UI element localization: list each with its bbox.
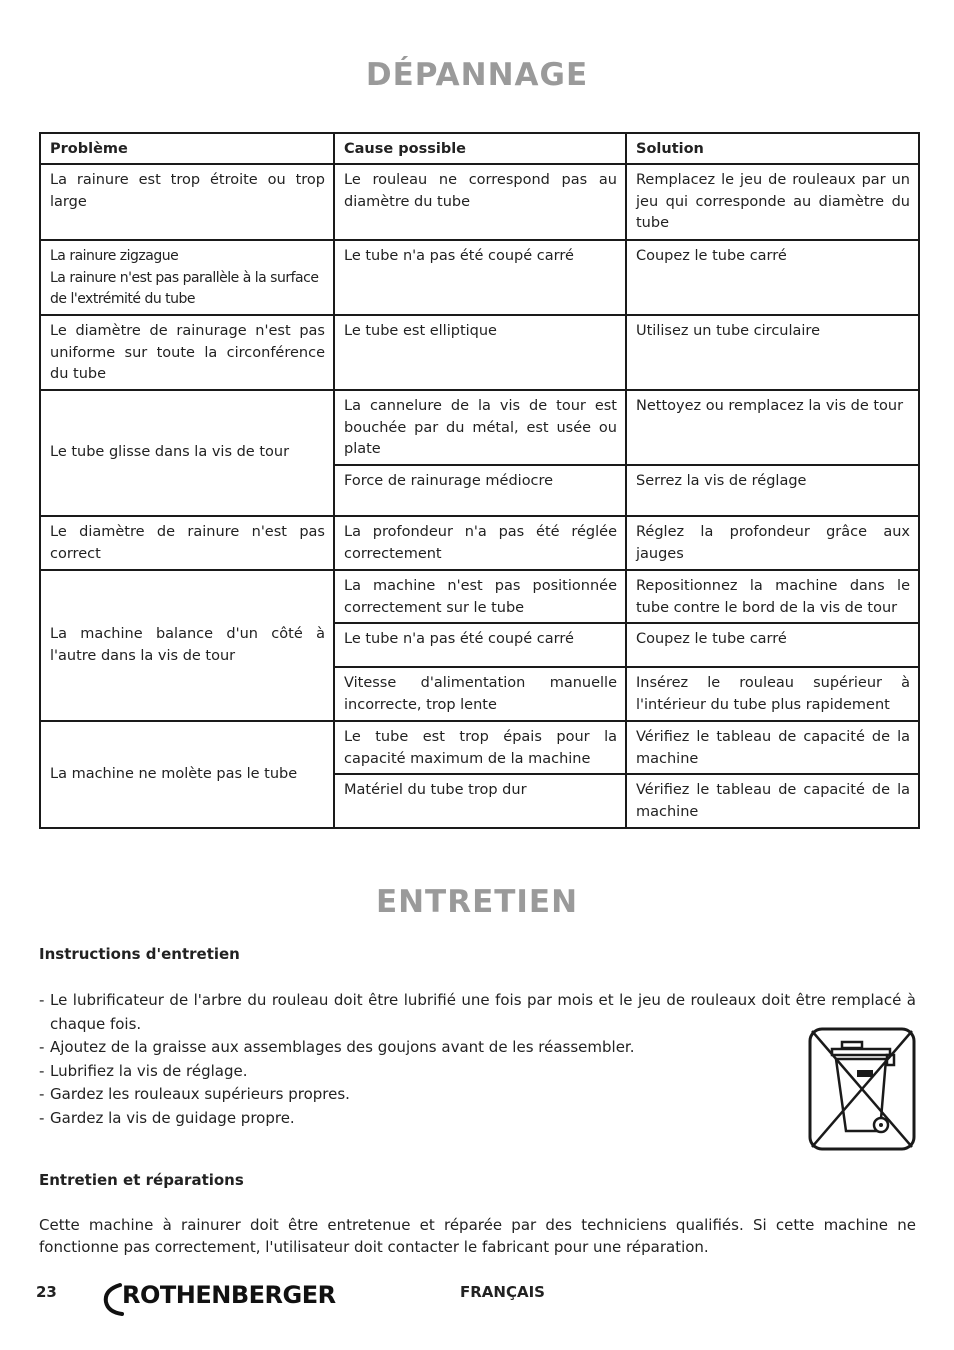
table-row [40, 240, 919, 315]
list-item-text: Lubrifiez la vis de réglage. [50, 1061, 248, 1080]
solution-cell: Réglez la profondeur grâce aux jauges [626, 516, 919, 570]
cause-cell: La machine n'est pas positionnée correctement sur le tube [334, 570, 626, 623]
list-item: - Lubrifiez la vis de réglage. [39, 1061, 248, 1080]
cause-cell: Le tube n'a pas été coupé carré [334, 240, 626, 315]
header-problem: Problème [40, 133, 334, 164]
cause-cell: La profondeur n'a pas été réglée correctement [334, 516, 626, 570]
cause-cell: Le tube n'a pas été coupé carré [334, 623, 626, 667]
solution-cell: Serrez la vis de réglage [626, 465, 919, 516]
cause-cell: La cannelure de la vis de tour est bouchée par du métal, est usée ou plate [334, 390, 626, 465]
language-label: FRANÇAIS [460, 1283, 545, 1301]
problem-cell: La machine ne molète pas le tube [40, 721, 334, 828]
cause-cell: Le rouleau ne correspond pas au diamètre du tube [334, 164, 626, 240]
solution-cell: Insérez le rouleau supérieur à l'intérieur du tube plus rapidement [626, 667, 919, 721]
table-row [40, 721, 919, 774]
solution-cell: Coupez le tube carré [626, 240, 919, 315]
list-item: - Le lubrificateur de l'arbre du rouleau doit être lubrifié une fois par mois et le jeu de rouleaux doit être remplacé à chaque fois. [39, 991, 916, 1033]
list-item: - Gardez les rouleaux supérieurs propres. [39, 1085, 350, 1103]
solution-cell: Remplacez le jeu de rouleaux par un jeu qui corresponde au diamètre du tube [626, 164, 919, 240]
solution-cell: Utilisez un tube circulaire [626, 315, 919, 390]
crossed-out-wheelie-bin-icon [808, 1027, 916, 1151]
repairs-paragraph: Cette machine à rainurer doit être entretenue et réparée par des techniciens qualifiés. Si cette machine ne fonctionne pas correctement, l'utilisateur doit contacter le fabricant pour une réparation. [39, 1216, 916, 1256]
troubleshooting-table [39, 132, 920, 829]
repairs-heading: Entretien et réparations [39, 1171, 244, 1189]
problem-cell: Le diamètre de rainure n'est pas correct [40, 516, 334, 570]
problem-cell: Le diamètre de rainurage n'est pas uniforme sur toute la circonférence du tube [40, 315, 334, 390]
list-item: - Gardez la vis de guidage propre. [39, 1108, 295, 1127]
maintenance-title: ENTRETIEN [375, 884, 579, 920]
problem-line: La rainure zigzague [50, 248, 179, 264]
solution-cell: Vérifiez le tableau de capacité de la machine [626, 721, 919, 774]
solution-cell: Coupez le tube carré [626, 623, 919, 667]
problem-cell: Le tube glisse dans la vis de tour [40, 390, 334, 516]
table-row [40, 516, 919, 570]
page-number: 23 [36, 1283, 57, 1301]
cause-cell: Le tube est trop épais pour la capacité maximum de la machine [334, 721, 626, 774]
instructions-heading: Instructions d'entretien [39, 945, 240, 963]
header-solution: Solution [626, 133, 919, 164]
instructions-list [39, 989, 916, 1130]
list-item-text: Le lubrificateur de l'arbre du rouleau doit être lubrifié une fois par mois et le jeu de rouleaux doit être remplacé à chaque fois. [50, 991, 916, 1033]
problem-line: La rainure n'est pas parallèle à la surface de l'extrémité du tube [50, 269, 319, 307]
header-cause: Cause possible [334, 133, 626, 164]
problem-cell [40, 240, 334, 315]
cause-cell: Force de rainurage médiocre [334, 465, 626, 516]
troubleshooting-title: DÉPANNAGE [365, 57, 589, 93]
problem-cell: La machine balance d'un côté à l'autre dans la vis de tour [40, 570, 334, 721]
list-item: - Ajoutez de la graisse aux assemblages des goujons avant de les réassembler. [39, 1038, 635, 1056]
brand-name: ROTHENBERGER [122, 1281, 336, 1309]
solution-cell: Nettoyez ou remplacez la vis de tour [626, 390, 919, 465]
table-header-row [40, 133, 919, 164]
list-item-text: Gardez les rouleaux supérieurs propres. [50, 1085, 350, 1103]
problem-cell: La rainure est trop étroite ou trop large [40, 164, 334, 240]
table-row [40, 315, 919, 390]
cause-cell: Le tube est elliptique [334, 315, 626, 390]
cause-cell: Vitesse d'alimentation manuelle incorrecte, trop lente [334, 667, 626, 721]
table-row [40, 164, 919, 240]
list-item-text: Ajoutez de la graisse aux assemblages des goujons avant de les réassembler. [50, 1038, 635, 1056]
table-row [40, 570, 919, 623]
solution-cell: Repositionnez la machine dans le tube contre le bord de la vis de tour [626, 570, 919, 623]
solution-cell: Vérifiez le tableau de capacité de la machine [626, 774, 919, 828]
table-row [40, 390, 919, 465]
list-item-text: Gardez la vis de guidage propre. [50, 1108, 295, 1127]
cause-cell: Matériel du tube trop dur [334, 774, 626, 828]
logo-arc-icon [102, 1282, 124, 1316]
